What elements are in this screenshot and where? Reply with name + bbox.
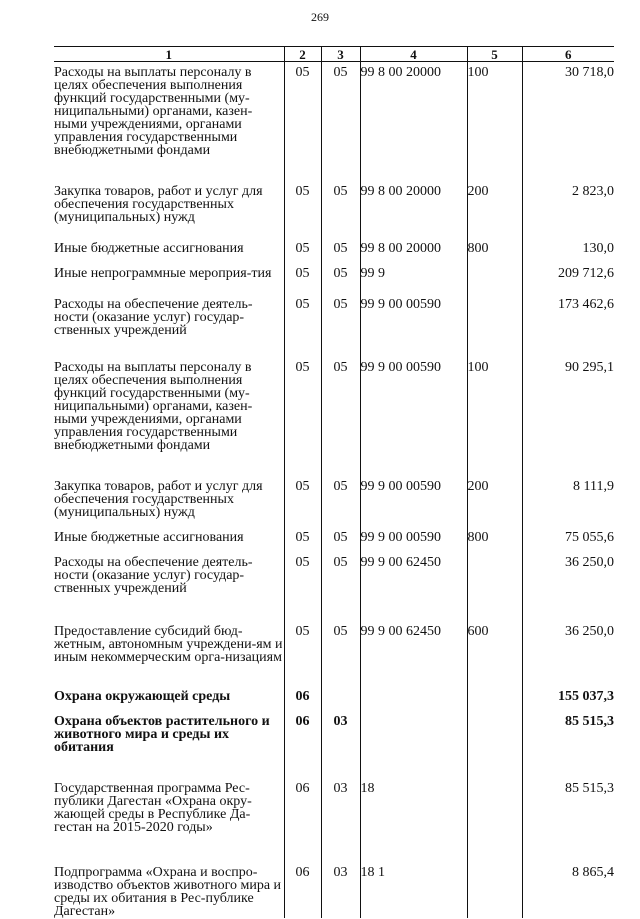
row-name: Иные бюджетные ассигнования — [54, 241, 244, 256]
row-section: 05 — [284, 171, 321, 228]
row-section: 05 — [284, 611, 321, 668]
table-row — [54, 668, 614, 709]
row-target-article: 99 9 00 62450 — [360, 611, 467, 668]
table-row — [54, 290, 614, 351]
table-body — [54, 62, 614, 919]
row-amount: 90 295,1 — [522, 351, 614, 466]
row-subsection: 05 — [321, 290, 360, 351]
column-header-5: 5 — [467, 47, 522, 62]
row-target-article: 99 9 00 00590 — [360, 523, 467, 548]
row-amount: 155 037,3 — [522, 668, 614, 709]
table-row — [54, 523, 614, 548]
row-section: 05 — [284, 228, 321, 259]
row-subsection: 03 — [321, 768, 360, 846]
row-target-article: 99 9 00 00590 — [360, 351, 467, 466]
row-amount: 8 111,9 — [522, 466, 614, 523]
row-subsection: 03 — [321, 846, 360, 918]
row-amount: 8 865,4 — [522, 846, 614, 918]
row-expense-type: 800 — [467, 523, 522, 548]
row-subsection: 05 — [321, 611, 360, 668]
row-expense-type: 800 — [467, 228, 522, 259]
row-expense-type: 600 — [467, 611, 522, 668]
row-amount: 130,0 — [522, 228, 614, 259]
row-subsection: 05 — [321, 523, 360, 548]
row-expense-type: 100 — [467, 62, 522, 172]
row-section: 06 — [284, 768, 321, 846]
row-target-article: 99 8 00 20000 — [360, 228, 467, 259]
row-name: Подпрограмма «Охрана и воспро-изводство объектов животного мира и среды их обитания в Рес-публике Дагестан» — [54, 865, 282, 919]
row-expense-type: 100 — [467, 351, 522, 466]
row-name: Предоставление субсидий бюд-жетным, автономным учреждени-ям и иным некоммерческим орга-низациям — [54, 624, 283, 665]
row-amount: 173 462,6 — [522, 290, 614, 351]
row-target-article: 99 9 — [360, 259, 467, 290]
row-expense-type — [467, 548, 522, 611]
table-row — [54, 259, 614, 290]
row-section: 05 — [284, 290, 321, 351]
row-name: Закупка товаров, работ и услуг для обеспечения государственных (муниципальных) нужд — [54, 479, 263, 520]
row-subsection: 05 — [321, 259, 360, 290]
row-section: 05 — [284, 259, 321, 290]
row-name: Расходы на выплаты персоналу в целях обеспечения выполнения функций государственными (му-ниципальными) органами, казен-ными учреждениями, органами управления государственными внебюджетными фондами — [54, 65, 253, 158]
row-target-article: 99 9 00 00590 — [360, 290, 467, 351]
row-target-article: 99 9 00 62450 — [360, 548, 467, 611]
row-amount: 85 515,3 — [522, 768, 614, 846]
row-amount: 209 712,6 — [522, 259, 614, 290]
row-name: Охрана объектов растительного и животного мира и среды их обитания — [54, 714, 270, 755]
row-name: Расходы на обеспечение деятель-ности (оказание услуг) государ-ственных учреждений — [54, 555, 253, 596]
row-expense-type — [467, 846, 522, 918]
table-row — [54, 171, 614, 228]
row-section: 05 — [284, 466, 321, 523]
row-section: 05 — [284, 548, 321, 611]
row-subsection — [321, 668, 360, 709]
table-row — [54, 846, 614, 918]
row-target-article: 99 8 00 20000 — [360, 62, 467, 172]
row-section: 06 — [284, 668, 321, 709]
page-number: 269 — [311, 10, 329, 24]
row-target-article: 18 1 — [360, 846, 467, 918]
row-subsection: 05 — [321, 466, 360, 523]
row-section: 05 — [284, 62, 321, 172]
row-expense-type — [467, 290, 522, 351]
row-amount: 85 515,3 — [522, 709, 614, 768]
table-header-row — [54, 47, 614, 62]
table-row — [54, 351, 614, 466]
row-expense-type: 200 — [467, 466, 522, 523]
row-amount: 2 823,0 — [522, 171, 614, 228]
row-expense-type: 200 — [467, 171, 522, 228]
budget-table — [54, 46, 614, 918]
row-section: 05 — [284, 523, 321, 548]
row-subsection: 03 — [321, 709, 360, 768]
row-subsection: 05 — [321, 62, 360, 172]
row-expense-type — [467, 709, 522, 768]
row-subsection: 05 — [321, 548, 360, 611]
row-expense-type — [467, 668, 522, 709]
column-header-2: 2 — [284, 47, 321, 62]
table-row — [54, 611, 614, 668]
row-amount: 36 250,0 — [522, 548, 614, 611]
row-name: Иные бюджетные ассигнования — [54, 530, 244, 545]
row-name: Расходы на выплаты персоналу в целях обеспечения выполнения функций государственными (му-ниципальными) органами, казен-ными учреждениями, органами управления государственными внебюджетными фондами — [54, 360, 253, 453]
row-name: Охрана окружающей среды — [54, 689, 231, 704]
table-row — [54, 768, 614, 846]
row-name: Расходы на обеспечение деятель-ности (оказание услуг) государ-ственных учреждений — [54, 297, 253, 338]
row-section: 06 — [284, 846, 321, 918]
row-section: 06 — [284, 709, 321, 768]
row-target-article: 99 9 00 00590 — [360, 466, 467, 523]
row-target-article — [360, 709, 467, 768]
column-header-3: 3 — [321, 47, 360, 62]
table-row — [54, 228, 614, 259]
row-name: Государственная программа Рес-публики Дагестан «Охрана окру-жающей среды в Республике Да-гестан на 2015-2020 годы» — [54, 781, 252, 835]
table-row — [54, 548, 614, 611]
row-subsection: 05 — [321, 171, 360, 228]
table-row — [54, 466, 614, 523]
row-amount: 75 055,6 — [522, 523, 614, 548]
column-header-1: 1 — [54, 47, 284, 62]
row-target-article — [360, 668, 467, 709]
row-amount: 30 718,0 — [522, 62, 614, 172]
row-target-article: 18 — [360, 768, 467, 846]
row-expense-type — [467, 259, 522, 290]
column-header-6: 6 — [522, 47, 614, 62]
row-section: 05 — [284, 351, 321, 466]
row-target-article: 99 8 00 20000 — [360, 171, 467, 228]
row-subsection: 05 — [321, 351, 360, 466]
row-subsection: 05 — [321, 228, 360, 259]
table-row — [54, 709, 614, 768]
row-name: Закупка товаров, работ и услуг для обеспечения государственных (муниципальных) нужд — [54, 184, 263, 225]
column-header-4: 4 — [360, 47, 467, 62]
row-amount: 36 250,0 — [522, 611, 614, 668]
table-row — [54, 62, 614, 172]
row-name: Иные непрограммные мероприя-тия — [54, 266, 272, 281]
row-expense-type — [467, 768, 522, 846]
